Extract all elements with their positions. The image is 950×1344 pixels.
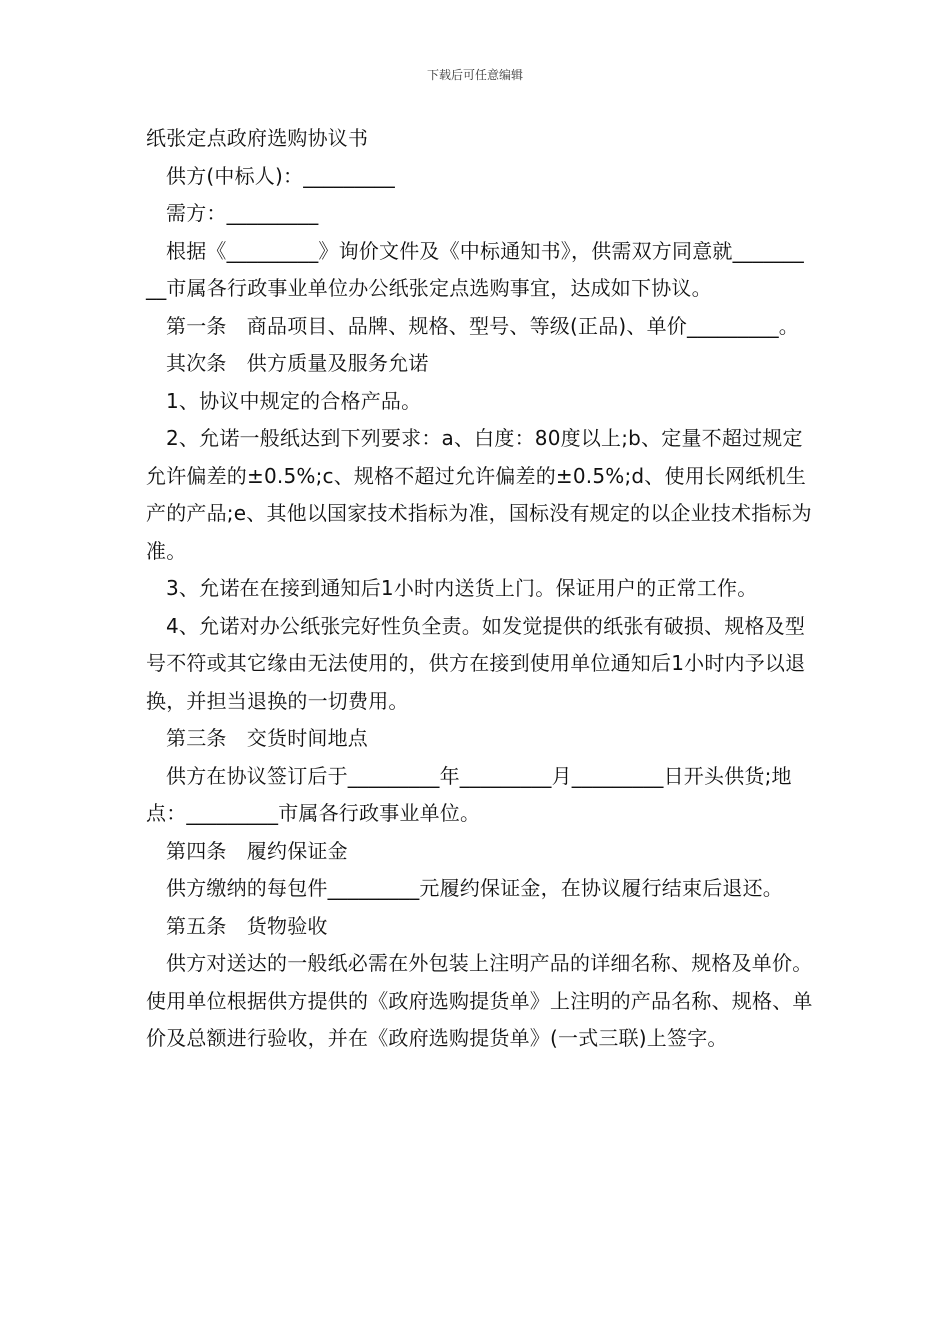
article-2-item-2: 2、允诺一般纸达到下列要求：a、白度：80度以上;b、定量不超过规定允许偏差的±0.5%;c、规格不超过允许偏差的±0.5%;d、使用长网纸机生产的产品;e、其他以国家技术指标为准，国标没有规定的以企业技术指标为准。 [146, 426, 812, 563]
article-5-body: 供方对送达的一般纸必需在外包装上注明产品的详细名称、规格及单价。使用单位根据供方提供的《政府选购提货单》上注明的产品名称、规格、单价及总额进行验收，并在《政府选购提货单》(一式三联)上签字。 [146, 951, 813, 1050]
article-2-heading: 其次条 供方质量及服务允诺 [166, 351, 429, 375]
paragraph-supplier: 供方(中标人)：_________ [166, 163, 396, 188]
page-header: 下载后可任意编辑 [426, 68, 523, 82]
article-5-heading: 第五条 货物验收 [166, 913, 328, 938]
document-body [146, 120, 814, 1058]
article-3-heading: 第三条 交货时间地点 [166, 726, 368, 750]
article-3-body: 供方在协议签订后于_________年_________月_________日开头供货;地点：_________市属各行政事业单位。 [146, 763, 792, 825]
paragraph-basis: 根据《_________》询价文件及《中标通知书》，供需双方同意就_________市属各行政事业单位办公纸张定点选购事宜，达成如下协议。 [146, 238, 804, 300]
paragraph-buyer: 需方：_________ [166, 201, 319, 225]
article-1: 第一条 商品项目、品牌、规格、型号、等级(正品)、单价_________。 [166, 313, 800, 338]
article-2-item-1: 1、协议中规定的合格产品。 [166, 388, 422, 413]
document-title: 纸张定点政府选购协议书 [146, 126, 369, 150]
article-2-item-3: 3、允诺在在接到通知后1小时内送货上门。保证用户的正常工作。 [166, 576, 758, 600]
article-2-item-4: 4、允诺对办公纸张完好性负全责。如发觉提供的纸张有破损、规格及型号不符或其它缘由无法使用的，供方在接到使用单位通知后1小时内予以退换，并担当退换的一切费用。 [146, 613, 806, 713]
article-4-heading: 第四条 履约保证金 [166, 838, 348, 863]
article-4-body: 供方缴纳的每包件_________元履约保证金，在协议履行结束后退还。 [166, 876, 783, 900]
